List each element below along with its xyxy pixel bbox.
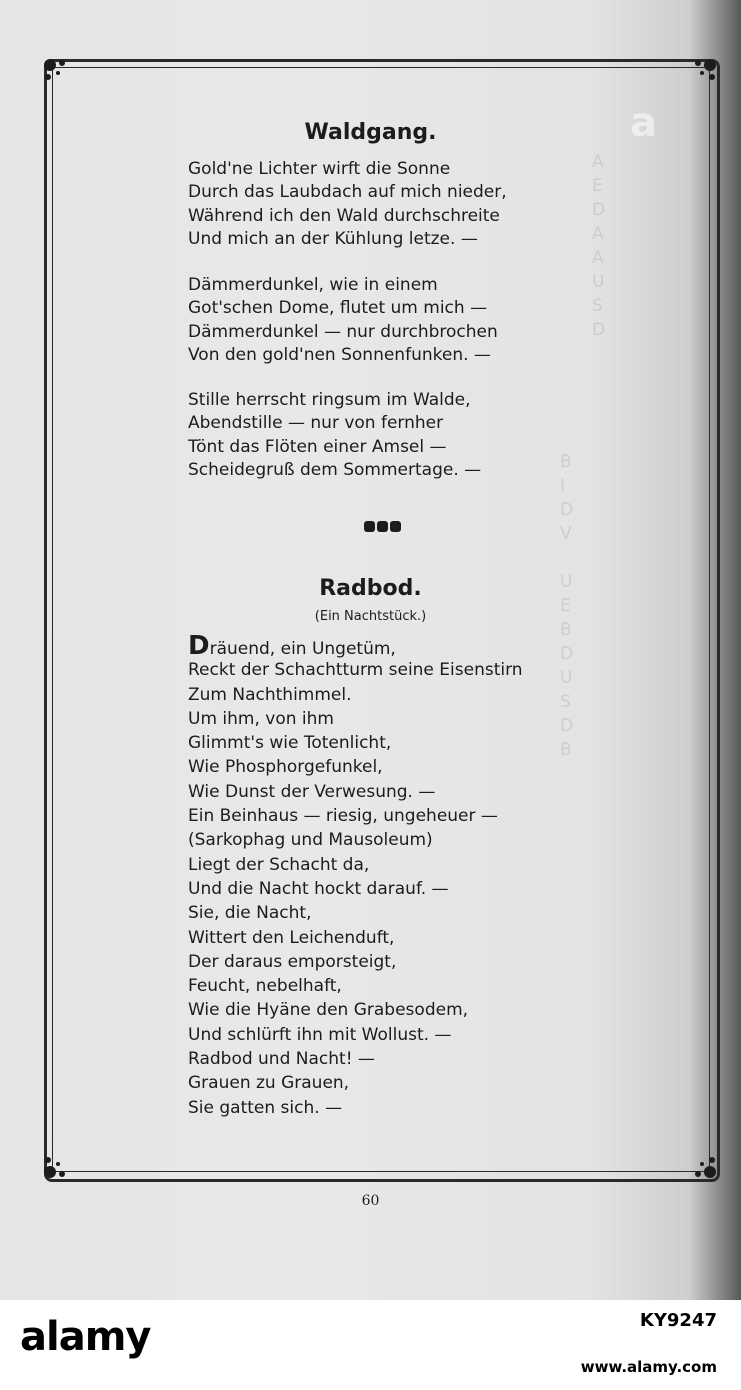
brand-logo: alamy: [20, 1314, 151, 1360]
bleed-through-text: B I D V U E B D U S D B: [560, 452, 574, 760]
verse-line: Abendstille — nur von fernher: [188, 413, 444, 434]
poem-body: [188, 631, 523, 1120]
corner-ornament-icon: [680, 1142, 720, 1182]
corner-ornament-icon: [40, 55, 80, 95]
verse-line: Und mich an der Kühlung letze. —: [188, 228, 478, 249]
verse-line: Und die Nacht hockt darauf. —: [188, 878, 449, 899]
verse-line: Reckt der Schachtturm seine Eisenstirn: [188, 660, 523, 681]
verse-line: Sie, die Nacht,: [188, 903, 312, 924]
verse-line: Wittert den Leichenduft,: [188, 927, 395, 948]
verse-line: Liegt der Schacht da,: [188, 854, 370, 875]
verse-line: Sie gatten sich. —: [188, 1097, 343, 1118]
verse-line: Und schlürft ihn mit Wollust. —: [188, 1024, 452, 1045]
verse-line: Feucht, nebelhaft,: [188, 976, 342, 997]
verse-line: Wie die Hyäne den Grabesodem,: [188, 1000, 469, 1021]
verse-line-text: räuend, ein Ungetüm,: [209, 639, 396, 659]
verse-line: Dämmerdunkel, wie in einem: [188, 275, 438, 295]
corner-ornament-icon: [40, 1142, 80, 1182]
poem-title: Waldgang.: [304, 120, 437, 145]
page-number: 60: [361, 1193, 380, 1209]
verse-line: Got'schen Dome, flutet um mich —: [188, 298, 488, 319]
verse-line: Ein Beinhaus — riesig, ungeheuer —: [188, 806, 498, 827]
stanza-3: [188, 389, 481, 482]
section-divider: [364, 517, 404, 531]
verse-line: Durch das Laubdach auf mich nieder,: [188, 182, 507, 203]
verse-line: Glimmt's wie Totenlicht,: [188, 733, 392, 754]
verse-line: Wie Phosphorgefunkel,: [188, 757, 383, 778]
verse-line: Der daraus emporsteigt,: [188, 951, 397, 972]
verse-line: Gold'ne Lichter wirft die Sonne: [188, 159, 451, 179]
poem-subtitle: (Ein Nachtstück.): [314, 609, 427, 624]
stock-footer-bar: [0, 1300, 741, 1390]
corner-ornament-icon: [680, 55, 720, 95]
verse-line: Dämmerdunkel — nur durchbrochen: [188, 321, 498, 342]
poem-title: Radbod.: [319, 576, 422, 601]
verse-line: Tönt das Flöten einer Amsel —: [188, 436, 447, 457]
verse-line: (Sarkophag und Mausoleum): [188, 830, 433, 851]
verse-line: Während ich den Wald durchschreite: [188, 205, 500, 226]
verse-line: Radbod und Nacht! —: [188, 1049, 375, 1070]
watermark: a: [630, 100, 657, 146]
stanza-1: [188, 158, 507, 251]
verse-line: Scheidegruß dem Sommertage. —: [188, 459, 482, 480]
verse-line: Von den gold'nen Sonnenfunken. —: [188, 344, 491, 365]
verse-line: Zum Nachthimmel.: [188, 684, 352, 705]
image-code: KY9247: [639, 1310, 717, 1331]
verse-line: Stille herrscht ringsum im Walde,: [188, 390, 471, 410]
drop-cap: D: [188, 631, 210, 661]
bleed-through-text: A E D A A U S D: [592, 152, 606, 340]
verse-line: [188, 631, 523, 661]
site-url: www.alamy.com: [580, 1358, 717, 1376]
verse-line: Wie Dunst der Verwesung. —: [188, 781, 436, 802]
stanza-2: [188, 274, 498, 367]
verse-line: Grauen zu Grauen,: [188, 1073, 350, 1094]
verse-line: Um ihm, von ihm: [188, 708, 334, 729]
